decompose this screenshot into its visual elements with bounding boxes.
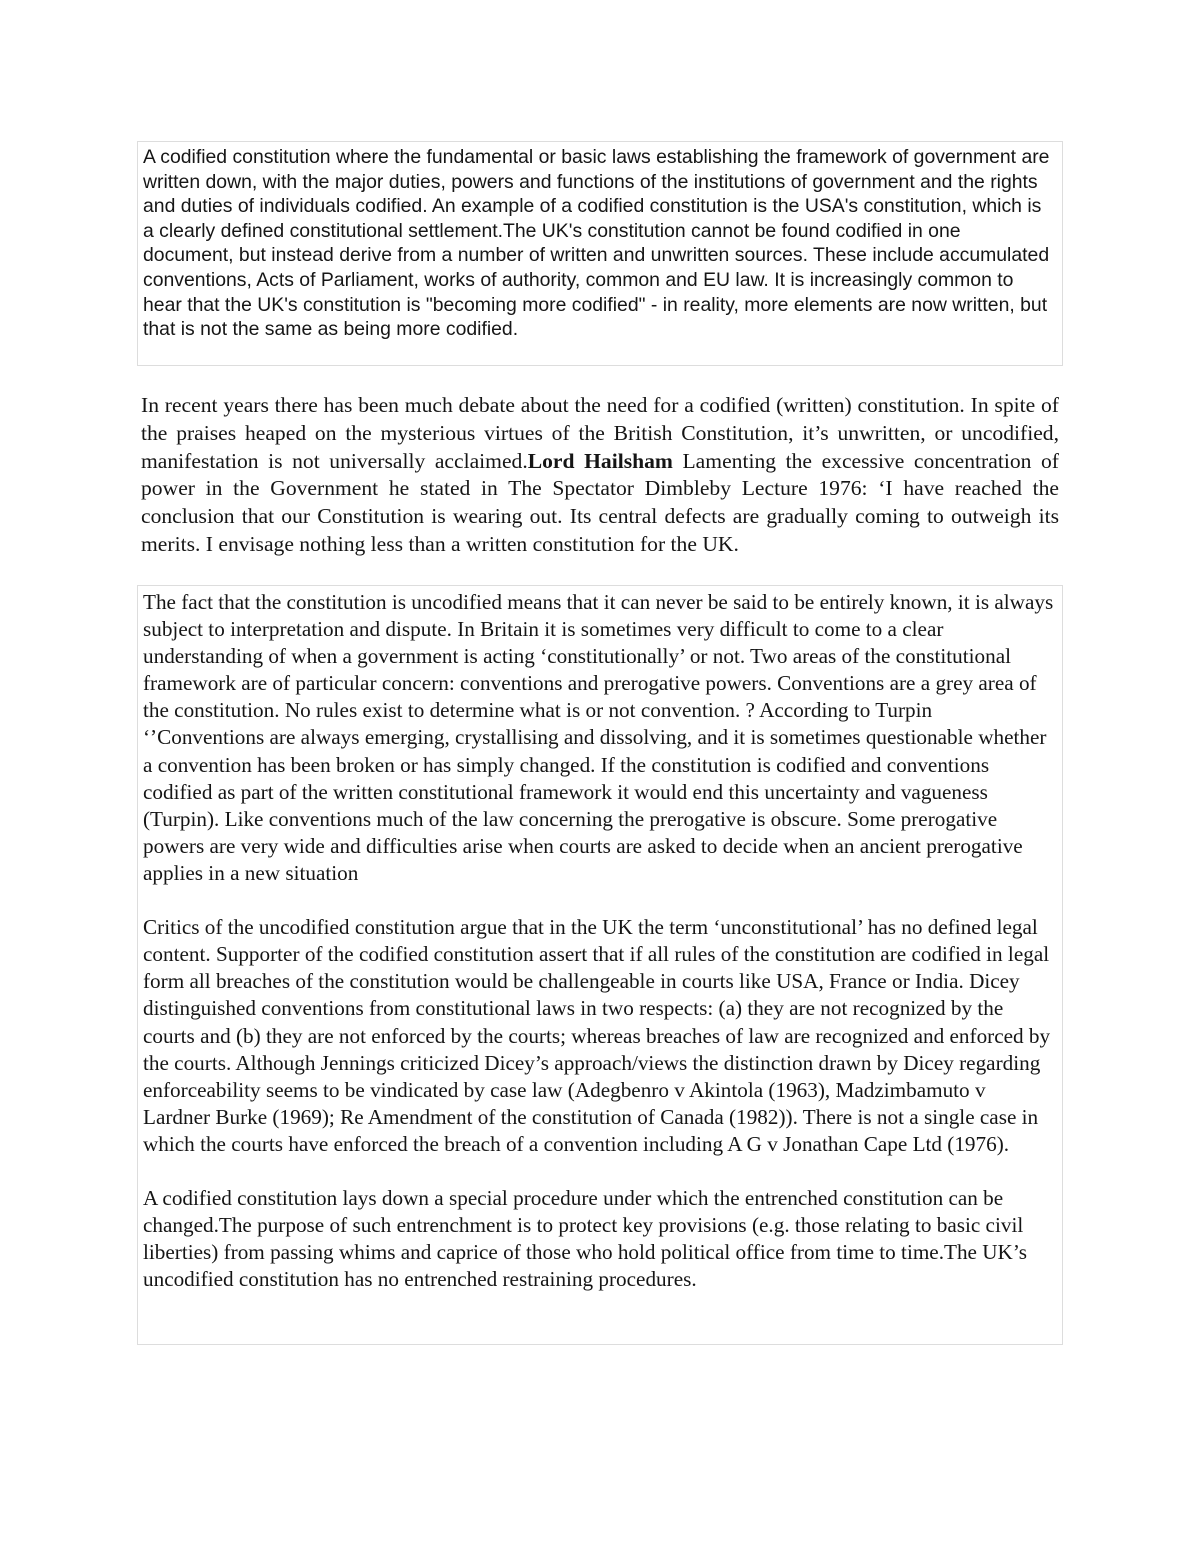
paragraph-uncodified-known: The fact that the constitution is uncodified means that it can never be said to be entirely known, it is always subject to interpretation and dispute. In Britain it is sometimes very difficult to come to a clear understanding of when a government is acting ‘constitutionally’ or not. Two areas of the constitutional framework are of particular concern: conventions and prerogative powers. Conventions are a grey area of the constitution. No rules exist to determine what is or not convention. ? According to Turpin ‘’Conventions are always emerging, crystallising and dissolving, and it is sometimes questionable whether a convention has been broken or has simply changed. If the constitution is codified and conventions codified as part of the written constitutional framework it would end this uncertainty and vagueness (Turpin). Like conventions much of the law concerning the prerogative is obscure. Some prerogative powers are very wide and difficulties arise when courts are asked to decide when an ancient prerogative applies in a new situation — [143, 590, 1054, 885]
paragraph-debate-text-before: In recent years there has been much debate about the need for a codified (written) constitution. In spite of the praises heaped on the mysterious virtues of the British Constitution, it’s unwritten, or uncodified, manifestation is not universally acclaimed. — [141, 393, 1059, 473]
text-box-codified-definition — [137, 141, 1063, 366]
paragraph-critics: Critics of the uncodified constitution argue that in the UK the term ‘unconstitutional’ has no defined legal content. Supporter of the codified constitution assert that if all rules of the constitution are codified in legal form all breaches of the constitution would be challengeable in courts like USA, France or India. Dicey distinguished conventions from constitutional laws in two respects: (a) they are not recognized by the courts and (b) they are not enforced by the courts; whereas breaches of law are recognized and enforced by the courts. Although Jennings criticized Dicey’s approach/views the distinction drawn by Dicey regarding enforceability seems to be vindicated by case law (Adegbenro v Akintola (1963), Madzimbamuto v Lardner Burke (1969); Re Amendment of the constitution of Canada (1982)). There is not a single case in which the courts have enforced the breach of a convention including A G v Jonathan Cape Ltd (1976). — [143, 915, 1051, 1156]
text-box-uncodified-discussion — [137, 585, 1063, 1345]
paragraph-debate — [141, 392, 1059, 559]
paragraph-codified-definition: A codified constitution where the fundamental or basic laws establishing the framework of government are written down, with the major duties, powers and functions of the institutions of government and the rights and duties of individuals codified. An example of a codified constitution is the USA's constitution, which is a clearly defined constitutional settlement.The UK's constitution cannot be found codified in one document, but instead derive from a number of written and unwritten sources. These include accumulated conventions, Acts of Parliament, works of authority, common and EU law. It is increasingly common to hear that the UK's constitution is "becoming more codified" - in reality, more elements are now written, but that is not the same as being more codified. — [143, 146, 1050, 341]
paragraph-debate-text-after: Lamenting the excessive concentration of power in the Government he stated in The Spectator Dimbleby Lecture 1976: ‘I have reached the conclusion that our Constitution is wearing out. Its central defects are gradually coming to outweigh its merits. I envisage nothing less than a written constitution for the UK. — [141, 448, 1059, 556]
paragraph-entrenchment: A codified constitution lays down a special procedure under which the entrenched constitution can be changed.The purpose of such entrenchment is to protect key provisions (e.g. those relating to basic civil liberties) from passing whims and caprice of those who hold political office from time to time.The UK’s uncodified constitution has no entrenched restraining procedures. — [143, 1186, 1027, 1292]
paragraph-block-debate — [141, 392, 1059, 559]
lord-hailsham-name: Lord Hailsham — [527, 448, 673, 473]
